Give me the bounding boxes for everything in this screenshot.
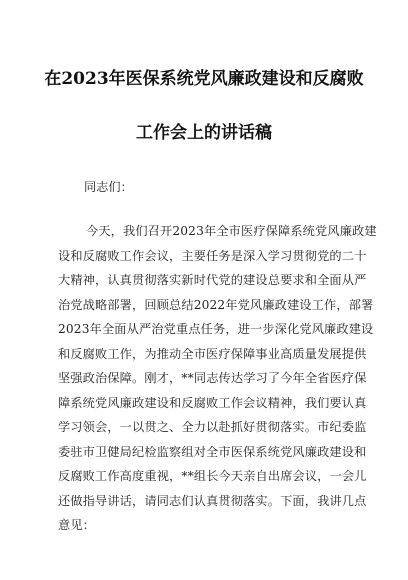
paragraph-line: 大精神，认真贯彻落实新时代党的建设总要求和全面从严 <box>58 273 367 287</box>
body-paragraph <box>58 219 377 538</box>
paragraph-line: 学习领会，一以贯之、全力以赴抓好贯彻落实。市纪委监 <box>58 420 367 434</box>
salutation: 同志们： <box>84 180 133 194</box>
paragraph-line: 今天，我们召开2023年全市医疗保障系统党风廉政建 <box>86 224 377 238</box>
paragraph-line: 坚强政治保障。刚才，**同志传达学习了今年全省医疗保 <box>58 371 367 385</box>
paragraph-line: 治党战略部署，回顾总结2022年党风廉政建设工作，部署 <box>58 297 374 312</box>
document-title-line-1: 在2023年医保系统党风廉政建设和反腐败 <box>44 69 364 89</box>
paragraph-line: 和反腐败工作，为推动全市医疗保障事业高质量发展提供 <box>58 346 367 361</box>
paragraph-line: 意见： <box>58 518 96 532</box>
paragraph-line: 2023年全面从严治党重点任务，进一步深化党风廉政建设 <box>58 322 374 336</box>
paragraph-line: 设和反腐败工作会议，主要任务是深入学习贯彻党的二十 <box>58 248 367 263</box>
paragraph-line: 委驻市卫健局纪检监察组对全市医保系统党风廉政建设和 <box>58 444 367 459</box>
document-title-line-2: 工作会上的讲话稿 <box>136 123 272 143</box>
paragraph-line: 还做指导讲话，请同志们认真贯彻落实。下面，我讲几点 <box>58 493 367 508</box>
paragraph-line: 障系统党风廉政建设和反腐败工作会议精神，我们要认真 <box>58 395 367 410</box>
paragraph-line: 反腐败工作高度重视，**组长今天亲自出席会议，一会儿 <box>58 469 367 483</box>
